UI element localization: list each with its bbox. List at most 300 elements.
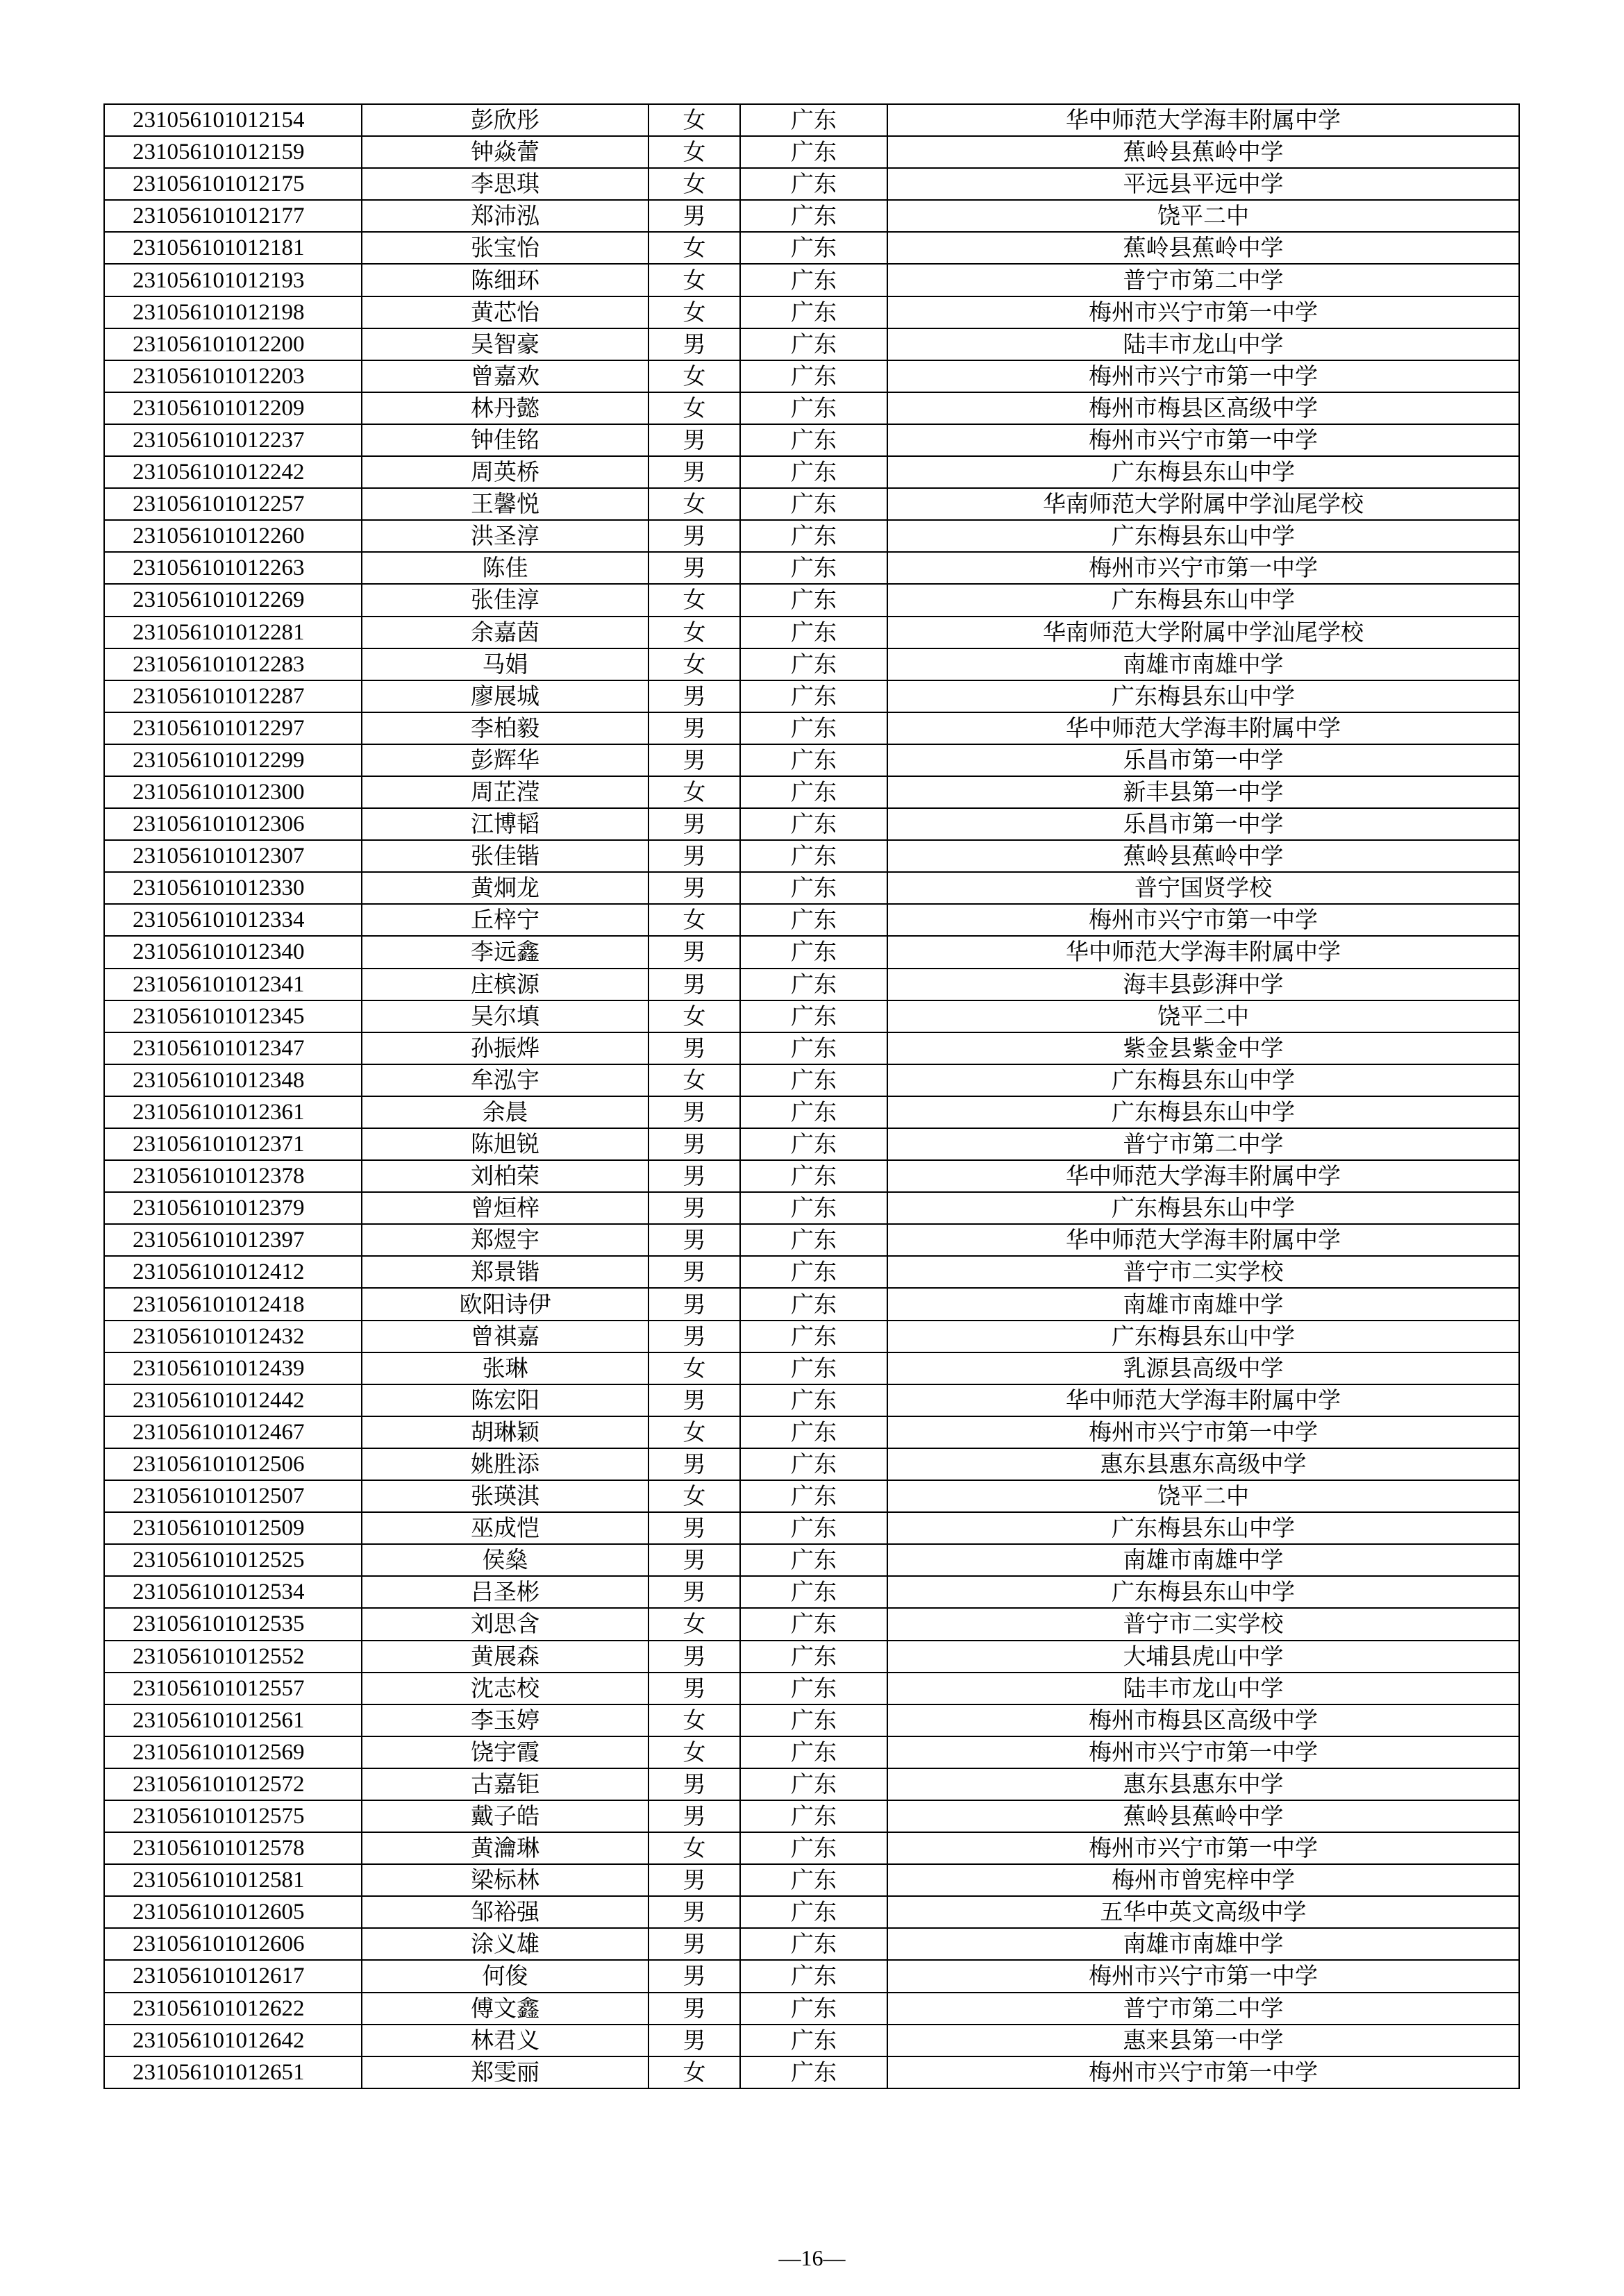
table-row (104, 1768, 1519, 1800)
school-cell: 华中师范大学海丰附属中学 (887, 936, 1519, 968)
province-cell: 广东 (740, 712, 887, 744)
exam-id-cell: 231056101012154 (104, 104, 362, 136)
school-cell: 广东梅县东山中学 (887, 1192, 1519, 1224)
exam-id-cell: 231056101012509 (104, 1512, 362, 1544)
exam-id-cell: 231056101012578 (104, 1832, 362, 1864)
exam-id-cell: 231056101012193 (104, 264, 362, 296)
province-cell: 广东 (740, 1480, 887, 1512)
name-cell: 李思琪 (362, 168, 648, 200)
table-row (104, 936, 1519, 968)
name-cell: 曾祺嘉 (362, 1321, 648, 1352)
name-cell: 巫成恺 (362, 1512, 648, 1544)
table-row (104, 456, 1519, 488)
table-row (104, 1224, 1519, 1256)
school-cell: 梅州市兴宁市第一中学 (887, 1736, 1519, 1768)
gender-cell: 女 (648, 1480, 740, 1512)
exam-id-cell: 231056101012525 (104, 1544, 362, 1576)
school-cell: 惠来县第一中学 (887, 2025, 1519, 2056)
school-cell: 华南师范大学附属中学汕尾学校 (887, 617, 1519, 648)
exam-id-cell: 231056101012306 (104, 808, 362, 840)
gender-cell: 男 (648, 1864, 740, 1896)
school-cell: 梅州市曾宪梓中学 (887, 1864, 1519, 1896)
name-cell: 郑雯丽 (362, 2056, 648, 2088)
exam-id-cell: 231056101012181 (104, 232, 362, 264)
school-cell: 梅州市兴宁市第一中学 (887, 552, 1519, 584)
table-row (104, 1416, 1519, 1448)
name-cell: 余嘉茵 (362, 617, 648, 648)
name-cell: 姚胜添 (362, 1448, 648, 1480)
name-cell: 钟佳铭 (362, 424, 648, 456)
exam-id-cell: 231056101012348 (104, 1064, 362, 1096)
province-cell: 广东 (740, 552, 887, 584)
table-row (104, 1576, 1519, 1608)
name-cell: 梁标林 (362, 1864, 648, 1896)
table-row (104, 1352, 1519, 1384)
table-row (104, 104, 1519, 136)
school-cell: 广东梅县东山中学 (887, 1576, 1519, 1608)
exam-id-cell: 231056101012507 (104, 1480, 362, 1512)
table-row (104, 1384, 1519, 1416)
school-cell: 普宁市二实学校 (887, 1256, 1519, 1288)
school-cell: 梅州市兴宁市第一中学 (887, 424, 1519, 456)
gender-cell: 男 (648, 1160, 740, 1192)
province-cell: 广东 (740, 840, 887, 872)
school-cell: 平远县平远中学 (887, 168, 1519, 200)
table-row (104, 328, 1519, 360)
school-cell: 陆丰市龙山中学 (887, 328, 1519, 360)
exam-id-cell: 231056101012651 (104, 2056, 362, 2088)
page-number: —16— (778, 2245, 846, 2270)
exam-id-cell: 231056101012442 (104, 1384, 362, 1416)
name-cell: 张佳淳 (362, 584, 648, 616)
name-cell: 彭欣彤 (362, 104, 648, 136)
gender-cell: 男 (648, 680, 740, 712)
exam-id-cell: 231056101012439 (104, 1352, 362, 1384)
province-cell: 广东 (740, 1416, 887, 1448)
exam-id-cell: 231056101012237 (104, 424, 362, 456)
gender-cell: 男 (648, 424, 740, 456)
name-cell: 陈细环 (362, 264, 648, 296)
province-cell: 广东 (740, 168, 887, 200)
school-cell: 梅州市兴宁市第一中学 (887, 1832, 1519, 1864)
province-cell: 广东 (740, 776, 887, 808)
exam-id-cell: 231056101012467 (104, 1416, 362, 1448)
province-cell: 广东 (740, 1608, 887, 1640)
table-row (104, 296, 1519, 328)
school-cell: 蕉岭县蕉岭中学 (887, 1800, 1519, 1832)
province-cell: 广东 (740, 392, 887, 424)
name-cell: 曾嘉欢 (362, 360, 648, 392)
name-cell: 傅文鑫 (362, 1993, 648, 2025)
province-cell: 广东 (740, 2056, 887, 2088)
province-cell: 广东 (740, 1096, 887, 1128)
school-cell: 华中师范大学海丰附属中学 (887, 712, 1519, 744)
table-row (104, 488, 1519, 520)
name-cell: 郑景锴 (362, 1256, 648, 1288)
school-cell: 五华中英文高级中学 (887, 1896, 1519, 1928)
province-cell: 广东 (740, 136, 887, 168)
province-cell: 广东 (740, 1128, 887, 1160)
gender-cell: 女 (648, 296, 740, 328)
gender-cell: 男 (648, 1544, 740, 1576)
table-row (104, 1288, 1519, 1320)
province-cell: 广东 (740, 328, 887, 360)
gender-cell: 男 (648, 1512, 740, 1544)
name-cell: 吴智豪 (362, 328, 648, 360)
table-row (104, 424, 1519, 456)
table-row (104, 1064, 1519, 1096)
province-cell: 广东 (740, 1256, 887, 1288)
name-cell: 林君义 (362, 2025, 648, 2056)
table-row (104, 1896, 1519, 1928)
school-cell: 广东梅县东山中学 (887, 584, 1519, 616)
province-cell: 广东 (740, 104, 887, 136)
school-cell: 广东梅县东山中学 (887, 520, 1519, 552)
province-cell: 广东 (740, 1448, 887, 1480)
exam-id-cell: 231056101012379 (104, 1192, 362, 1224)
table-row (104, 1993, 1519, 2025)
exam-id-cell: 231056101012287 (104, 680, 362, 712)
gender-cell: 女 (648, 617, 740, 648)
gender-cell: 男 (648, 1256, 740, 1288)
province-cell: 广东 (740, 872, 887, 904)
gender-cell: 女 (648, 168, 740, 200)
province-cell: 广东 (740, 1512, 887, 1544)
school-cell: 华中师范大学海丰附属中学 (887, 104, 1519, 136)
table-row (104, 2025, 1519, 2056)
table-row (104, 1448, 1519, 1480)
exam-id-cell: 231056101012569 (104, 1736, 362, 1768)
school-cell: 华中师范大学海丰附属中学 (887, 1224, 1519, 1256)
exam-id-cell: 231056101012371 (104, 1128, 362, 1160)
table-row (104, 1512, 1519, 1544)
roster-table-body (104, 104, 1519, 2088)
gender-cell: 男 (648, 840, 740, 872)
province-cell: 广东 (740, 1864, 887, 1896)
school-cell: 广东梅县东山中学 (887, 1321, 1519, 1352)
name-cell: 李柏毅 (362, 712, 648, 744)
province-cell: 广东 (740, 520, 887, 552)
table-row (104, 1673, 1519, 1704)
table-row (104, 1641, 1519, 1673)
gender-cell: 女 (648, 1352, 740, 1384)
school-cell: 陆丰市龙山中学 (887, 1673, 1519, 1704)
gender-cell: 女 (648, 648, 740, 680)
province-cell: 广东 (740, 232, 887, 264)
school-cell: 广东梅县东山中学 (887, 680, 1519, 712)
province-cell: 广东 (740, 360, 887, 392)
exam-id-cell: 231056101012334 (104, 904, 362, 936)
gender-cell: 女 (648, 392, 740, 424)
table-row (104, 232, 1519, 264)
gender-cell: 男 (648, 1321, 740, 1352)
name-cell: 涂义雄 (362, 1928, 648, 1960)
exam-id-cell: 231056101012432 (104, 1321, 362, 1352)
province-cell: 广东 (740, 456, 887, 488)
table-row (104, 1736, 1519, 1768)
table-row (104, 392, 1519, 424)
exam-id-cell: 231056101012260 (104, 520, 362, 552)
table-row (104, 712, 1519, 744)
gender-cell: 男 (648, 1928, 740, 1960)
table-row (104, 1321, 1519, 1352)
exam-id-cell: 231056101012617 (104, 1960, 362, 1992)
table-row (104, 1000, 1519, 1032)
exam-id-cell: 231056101012209 (104, 392, 362, 424)
exam-id-cell: 231056101012534 (104, 1576, 362, 1608)
table-row (104, 200, 1519, 232)
school-cell: 惠东县惠东高级中学 (887, 1448, 1519, 1480)
school-cell: 普宁市二实学校 (887, 1608, 1519, 1640)
province-cell: 广东 (740, 1160, 887, 1192)
name-cell: 张宝怡 (362, 232, 648, 264)
province-cell: 广东 (740, 584, 887, 616)
exam-id-cell: 231056101012307 (104, 840, 362, 872)
province-cell: 广东 (740, 488, 887, 520)
gender-cell: 男 (648, 1032, 740, 1064)
province-cell: 广东 (740, 680, 887, 712)
exam-id-cell: 231056101012200 (104, 328, 362, 360)
name-cell: 洪圣淳 (362, 520, 648, 552)
gender-cell: 男 (648, 1096, 740, 1128)
province-cell: 广东 (740, 424, 887, 456)
province-cell: 广东 (740, 1384, 887, 1416)
gender-cell: 男 (648, 808, 740, 840)
school-cell: 乐昌市第一中学 (887, 744, 1519, 776)
name-cell: 黄炯龙 (362, 872, 648, 904)
exam-id-cell: 231056101012622 (104, 1993, 362, 2025)
school-cell: 南雄市南雄中学 (887, 1544, 1519, 1576)
school-cell: 乐昌市第一中学 (887, 808, 1519, 840)
name-cell: 古嘉钜 (362, 1768, 648, 1800)
gender-cell: 男 (648, 456, 740, 488)
province-cell: 广东 (740, 1736, 887, 1768)
gender-cell: 男 (648, 2025, 740, 2056)
gender-cell: 男 (648, 1896, 740, 1928)
gender-cell: 男 (648, 1993, 740, 2025)
table-row (104, 552, 1519, 584)
name-cell: 江博韬 (362, 808, 648, 840)
province-cell: 广东 (740, 1641, 887, 1673)
gender-cell: 男 (648, 552, 740, 584)
province-cell: 广东 (740, 1768, 887, 1800)
school-cell: 广东梅县东山中学 (887, 1512, 1519, 1544)
name-cell: 刘柏荣 (362, 1160, 648, 1192)
exam-id-cell: 231056101012263 (104, 552, 362, 584)
province-cell: 广东 (740, 1321, 887, 1352)
province-cell: 广东 (740, 936, 887, 968)
school-cell: 蕉岭县蕉岭中学 (887, 136, 1519, 168)
gender-cell: 男 (648, 936, 740, 968)
table-row (104, 648, 1519, 680)
name-cell: 丘梓宁 (362, 904, 648, 936)
school-cell: 普宁市第二中学 (887, 1993, 1519, 2025)
exam-id-cell: 231056101012300 (104, 776, 362, 808)
exam-id-cell: 231056101012345 (104, 1000, 362, 1032)
name-cell: 饶宇霞 (362, 1736, 648, 1768)
exam-id-cell: 231056101012581 (104, 1864, 362, 1896)
table-row (104, 1800, 1519, 1832)
province-cell: 广东 (740, 744, 887, 776)
province-cell: 广东 (740, 1576, 887, 1608)
gender-cell: 男 (648, 200, 740, 232)
table-row (104, 872, 1519, 904)
table-row (104, 1032, 1519, 1064)
gender-cell: 男 (648, 1224, 740, 1256)
gender-cell: 男 (648, 1768, 740, 1800)
table-row (104, 840, 1519, 872)
name-cell: 刘思含 (362, 1608, 648, 1640)
exam-id-cell: 231056101012412 (104, 1256, 362, 1288)
gender-cell: 男 (648, 1128, 740, 1160)
gender-cell: 女 (648, 1704, 740, 1736)
table-row (104, 1480, 1519, 1512)
province-cell: 广东 (740, 200, 887, 232)
gender-cell: 女 (648, 2056, 740, 2088)
school-cell: 普宁市第二中学 (887, 264, 1519, 296)
province-cell: 广东 (740, 296, 887, 328)
school-cell: 惠东县惠东中学 (887, 1768, 1519, 1800)
name-cell: 马娟 (362, 648, 648, 680)
province-cell: 广东 (740, 1800, 887, 1832)
gender-cell: 男 (648, 1576, 740, 1608)
name-cell: 郑煜宇 (362, 1224, 648, 1256)
gender-cell: 女 (648, 1832, 740, 1864)
table-row (104, 1704, 1519, 1736)
school-cell: 梅州市兴宁市第一中学 (887, 2056, 1519, 2088)
gender-cell: 女 (648, 1736, 740, 1768)
school-cell: 普宁市第二中学 (887, 1128, 1519, 1160)
name-cell: 侯燊 (362, 1544, 648, 1576)
exam-id-cell: 231056101012297 (104, 712, 362, 744)
name-cell: 余晨 (362, 1096, 648, 1128)
province-cell: 广东 (740, 1192, 887, 1224)
school-cell: 梅州市兴宁市第一中学 (887, 904, 1519, 936)
exam-id-cell: 231056101012242 (104, 456, 362, 488)
province-cell: 广东 (740, 1960, 887, 1992)
name-cell: 欧阳诗伊 (362, 1288, 648, 1320)
table-row (104, 1128, 1519, 1160)
name-cell: 戴子皓 (362, 1800, 648, 1832)
gender-cell: 男 (648, 1384, 740, 1416)
school-cell: 梅州市梅县区高级中学 (887, 392, 1519, 424)
province-cell: 广东 (740, 808, 887, 840)
province-cell: 广东 (740, 1993, 887, 2025)
name-cell: 王馨悦 (362, 488, 648, 520)
school-cell: 华中师范大学海丰附属中学 (887, 1384, 1519, 1416)
province-cell: 广东 (740, 904, 887, 936)
exam-id-cell: 231056101012605 (104, 1896, 362, 1928)
table-row (104, 264, 1519, 296)
province-cell: 广东 (740, 1224, 887, 1256)
table-row (104, 1608, 1519, 1640)
name-cell: 周英桥 (362, 456, 648, 488)
exam-id-cell: 231056101012418 (104, 1288, 362, 1320)
table-row (104, 1832, 1519, 1864)
table-row (104, 617, 1519, 648)
name-cell: 张瑛淇 (362, 1480, 648, 1512)
school-cell: 南雄市南雄中学 (887, 648, 1519, 680)
school-cell: 海丰县彭湃中学 (887, 969, 1519, 1000)
gender-cell: 男 (648, 1288, 740, 1320)
table-row (104, 680, 1519, 712)
table-row (104, 360, 1519, 392)
exam-id-cell: 231056101012535 (104, 1608, 362, 1640)
table-row (104, 168, 1519, 200)
exam-id-cell: 231056101012341 (104, 969, 362, 1000)
school-cell: 新丰县第一中学 (887, 776, 1519, 808)
gender-cell: 男 (648, 1673, 740, 1704)
gender-cell: 男 (648, 1448, 740, 1480)
exam-id-cell: 231056101012552 (104, 1641, 362, 1673)
gender-cell: 女 (648, 1000, 740, 1032)
table-row (104, 1256, 1519, 1288)
gender-cell: 男 (648, 1800, 740, 1832)
exam-id-cell: 231056101012330 (104, 872, 362, 904)
gender-cell: 女 (648, 488, 740, 520)
province-cell: 广东 (740, 617, 887, 648)
school-cell: 蕉岭县蕉岭中学 (887, 840, 1519, 872)
name-cell: 陈宏阳 (362, 1384, 648, 1416)
gender-cell: 男 (648, 744, 740, 776)
province-cell: 广东 (740, 1032, 887, 1064)
province-cell: 广东 (740, 2025, 887, 2056)
exam-id-cell: 231056101012397 (104, 1224, 362, 1256)
gender-cell: 男 (648, 1960, 740, 1992)
table-row (104, 520, 1519, 552)
school-cell: 华中师范大学海丰附属中学 (887, 1160, 1519, 1192)
table-row (104, 2056, 1519, 2088)
gender-cell: 女 (648, 776, 740, 808)
school-cell: 梅州市兴宁市第一中学 (887, 360, 1519, 392)
gender-cell: 女 (648, 232, 740, 264)
school-cell: 饶平二中 (887, 1480, 1519, 1512)
exam-id-cell: 231056101012203 (104, 360, 362, 392)
table-row (104, 1160, 1519, 1192)
table-row (104, 969, 1519, 1000)
exam-id-cell: 231056101012281 (104, 617, 362, 648)
school-cell: 饶平二中 (887, 200, 1519, 232)
exam-id-cell: 231056101012606 (104, 1928, 362, 1960)
table-row (104, 744, 1519, 776)
table-row (104, 1864, 1519, 1896)
name-cell: 孙振烨 (362, 1032, 648, 1064)
exam-id-cell: 231056101012557 (104, 1673, 362, 1704)
admission-roster-table (103, 103, 1520, 2089)
name-cell: 吕圣彬 (362, 1576, 648, 1608)
province-cell: 广东 (740, 969, 887, 1000)
name-cell: 郑沛泓 (362, 200, 648, 232)
table-row (104, 1544, 1519, 1576)
gender-cell: 女 (648, 1608, 740, 1640)
gender-cell: 女 (648, 1064, 740, 1096)
gender-cell: 女 (648, 1416, 740, 1448)
name-cell: 李玉婷 (362, 1704, 648, 1736)
school-cell: 广东梅县东山中学 (887, 1096, 1519, 1128)
province-cell: 广东 (740, 1673, 887, 1704)
gender-cell: 男 (648, 328, 740, 360)
exam-id-cell: 231056101012347 (104, 1032, 362, 1064)
school-cell: 广东梅县东山中学 (887, 456, 1519, 488)
name-cell: 陈旭锐 (362, 1128, 648, 1160)
exam-id-cell: 231056101012257 (104, 488, 362, 520)
province-cell: 广东 (740, 648, 887, 680)
name-cell: 张佳锴 (362, 840, 648, 872)
school-cell: 梅州市兴宁市第一中学 (887, 1416, 1519, 1448)
exam-id-cell: 231056101012572 (104, 1768, 362, 1800)
name-cell: 庄槟源 (362, 969, 648, 1000)
exam-id-cell: 231056101012361 (104, 1096, 362, 1128)
